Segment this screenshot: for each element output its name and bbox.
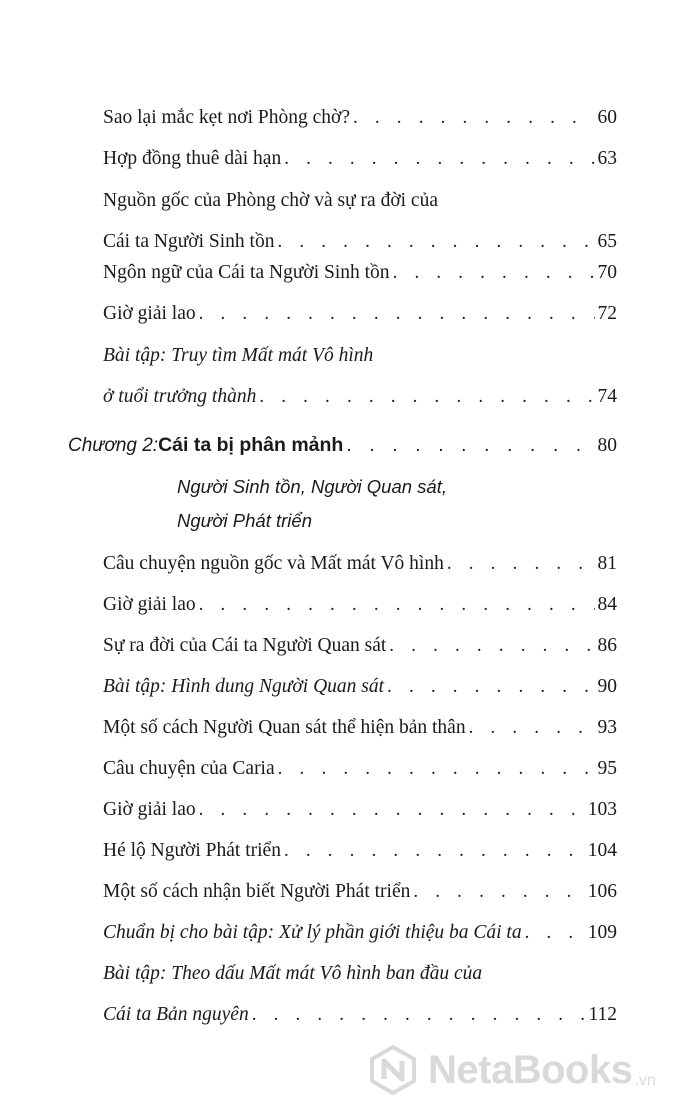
chapter-subtitle — [177, 470, 617, 538]
toc-entry-page: 90 — [597, 676, 617, 697]
dot-leader — [252, 994, 586, 1035]
toc-entry — [103, 666, 617, 707]
toc-entry-title: Hé lộ Người Phát triển — [103, 840, 281, 861]
dot-leader — [387, 666, 594, 707]
toc-entry-page: 63 — [597, 148, 617, 169]
toc-entry-page: 65 — [597, 231, 617, 252]
toc-entry — [103, 138, 617, 179]
chapter-page: 80 — [597, 435, 617, 456]
toc-entry-title: ở tuổi trưởng thành — [103, 386, 257, 407]
toc-entry-page: 86 — [597, 635, 617, 656]
toc-entry-title: Câu chuyện của Caria — [103, 758, 275, 779]
toc-entry — [103, 252, 617, 293]
toc-entry-title: Chuẩn bị cho bài tập: Xử lý phần giới thiệu ba Cái ta — [103, 922, 522, 943]
dot-leader — [346, 425, 594, 466]
toc-entry-page: 104 — [587, 840, 617, 861]
toc-entry — [103, 707, 617, 748]
toc-entry — [103, 789, 617, 830]
netabooks-logo-icon — [368, 1045, 418, 1095]
chapter-subtitle-line: Người Phát triển — [177, 510, 312, 531]
toc-entry — [103, 335, 617, 417]
toc-entry — [103, 584, 617, 625]
toc-entry-title: Ngôn ngữ của Cái ta Người Sinh tồn — [103, 262, 390, 283]
toc-entry-title: Cái ta Người Sinh tồn — [103, 231, 275, 252]
toc-entry — [103, 293, 617, 334]
dot-leader — [284, 138, 594, 179]
dot-leader — [199, 789, 585, 830]
toc-entry — [103, 180, 617, 262]
chapter-title: Cái ta bị phân mảnh — [158, 434, 344, 456]
toc-entry — [103, 543, 617, 584]
dot-leader — [469, 707, 595, 748]
dot-leader — [199, 584, 595, 625]
toc-entry-title-line: Bài tập: Theo dấu Mất mát Vô hình ban đầu của — [103, 963, 483, 984]
watermark-brand: NetaBooks — [428, 1047, 633, 1092]
dot-leader — [353, 97, 595, 138]
toc-entry-title: Sao lại mắc kẹt nơi Phòng chờ? — [103, 107, 350, 128]
toc-entry-title: Giờ giải lao — [103, 799, 196, 820]
toc-entry-title: Câu chuyện nguồn gốc và Mất mát Vô hình — [103, 553, 444, 574]
toc-entry-page: 93 — [597, 717, 617, 738]
toc-entry-page: 103 — [587, 799, 617, 820]
toc-entry-title: Hợp đồng thuê dài hạn — [103, 148, 282, 169]
toc-entry-page: 84 — [597, 594, 617, 615]
toc-entry-page: 81 — [597, 553, 617, 574]
toc-entry — [103, 625, 617, 666]
chapter-subtitle-line: Người Sinh tồn, Người Quan sát, — [177, 476, 447, 497]
toc-entry-page: 72 — [597, 303, 617, 324]
toc-entry-title: Giờ giải lao — [103, 303, 196, 324]
toc-entry — [103, 97, 617, 138]
toc-entry-title: Một số cách Người Quan sát thể hiện bản thân — [103, 717, 466, 738]
toc-entry — [103, 871, 617, 912]
toc-entry-title-line: Bài tập: Truy tìm Mất mát Vô hình — [103, 345, 374, 366]
toc-entry-title: Bài tập: Hình dung Người Quan sát — [103, 676, 385, 697]
toc-entry — [103, 953, 617, 1035]
toc-entry-page: 106 — [587, 881, 617, 902]
dot-leader — [259, 376, 594, 417]
toc-entry-title-line: Nguồn gốc của Phòng chờ và sự ra đời của — [103, 190, 438, 211]
dot-leader — [413, 871, 584, 912]
toc-entry-title: Sự ra đời của Cái ta Người Quan sát — [103, 635, 387, 656]
toc-entry — [103, 912, 617, 953]
dot-leader — [389, 625, 594, 666]
chapter-label: Chương 2: — [68, 435, 159, 456]
dot-leader — [393, 252, 595, 293]
toc-entry-page: 95 — [597, 758, 617, 779]
toc-entry-page: 112 — [588, 1004, 617, 1025]
toc-entry-page: 60 — [597, 107, 617, 128]
toc-entry-title: Giờ giải lao — [103, 594, 196, 615]
chapter-heading — [68, 425, 617, 538]
dot-leader — [278, 748, 595, 789]
toc-entry-page: 74 — [597, 386, 617, 407]
watermark-logo — [368, 1038, 698, 1102]
toc-entry — [103, 830, 617, 871]
watermark-suffix: .vn — [634, 1072, 656, 1089]
dot-leader — [447, 543, 595, 584]
dot-leader — [199, 293, 595, 334]
toc-entry-page: 70 — [597, 262, 617, 283]
toc-entry-title: Một số cách nhận biết Người Phát triển — [103, 881, 411, 902]
toc-entry — [103, 748, 617, 789]
dot-leader — [525, 912, 585, 953]
toc-entry-title: Cái ta Bản nguyên — [103, 1004, 249, 1025]
toc-entry-page: 109 — [587, 922, 617, 943]
dot-leader — [284, 830, 585, 871]
